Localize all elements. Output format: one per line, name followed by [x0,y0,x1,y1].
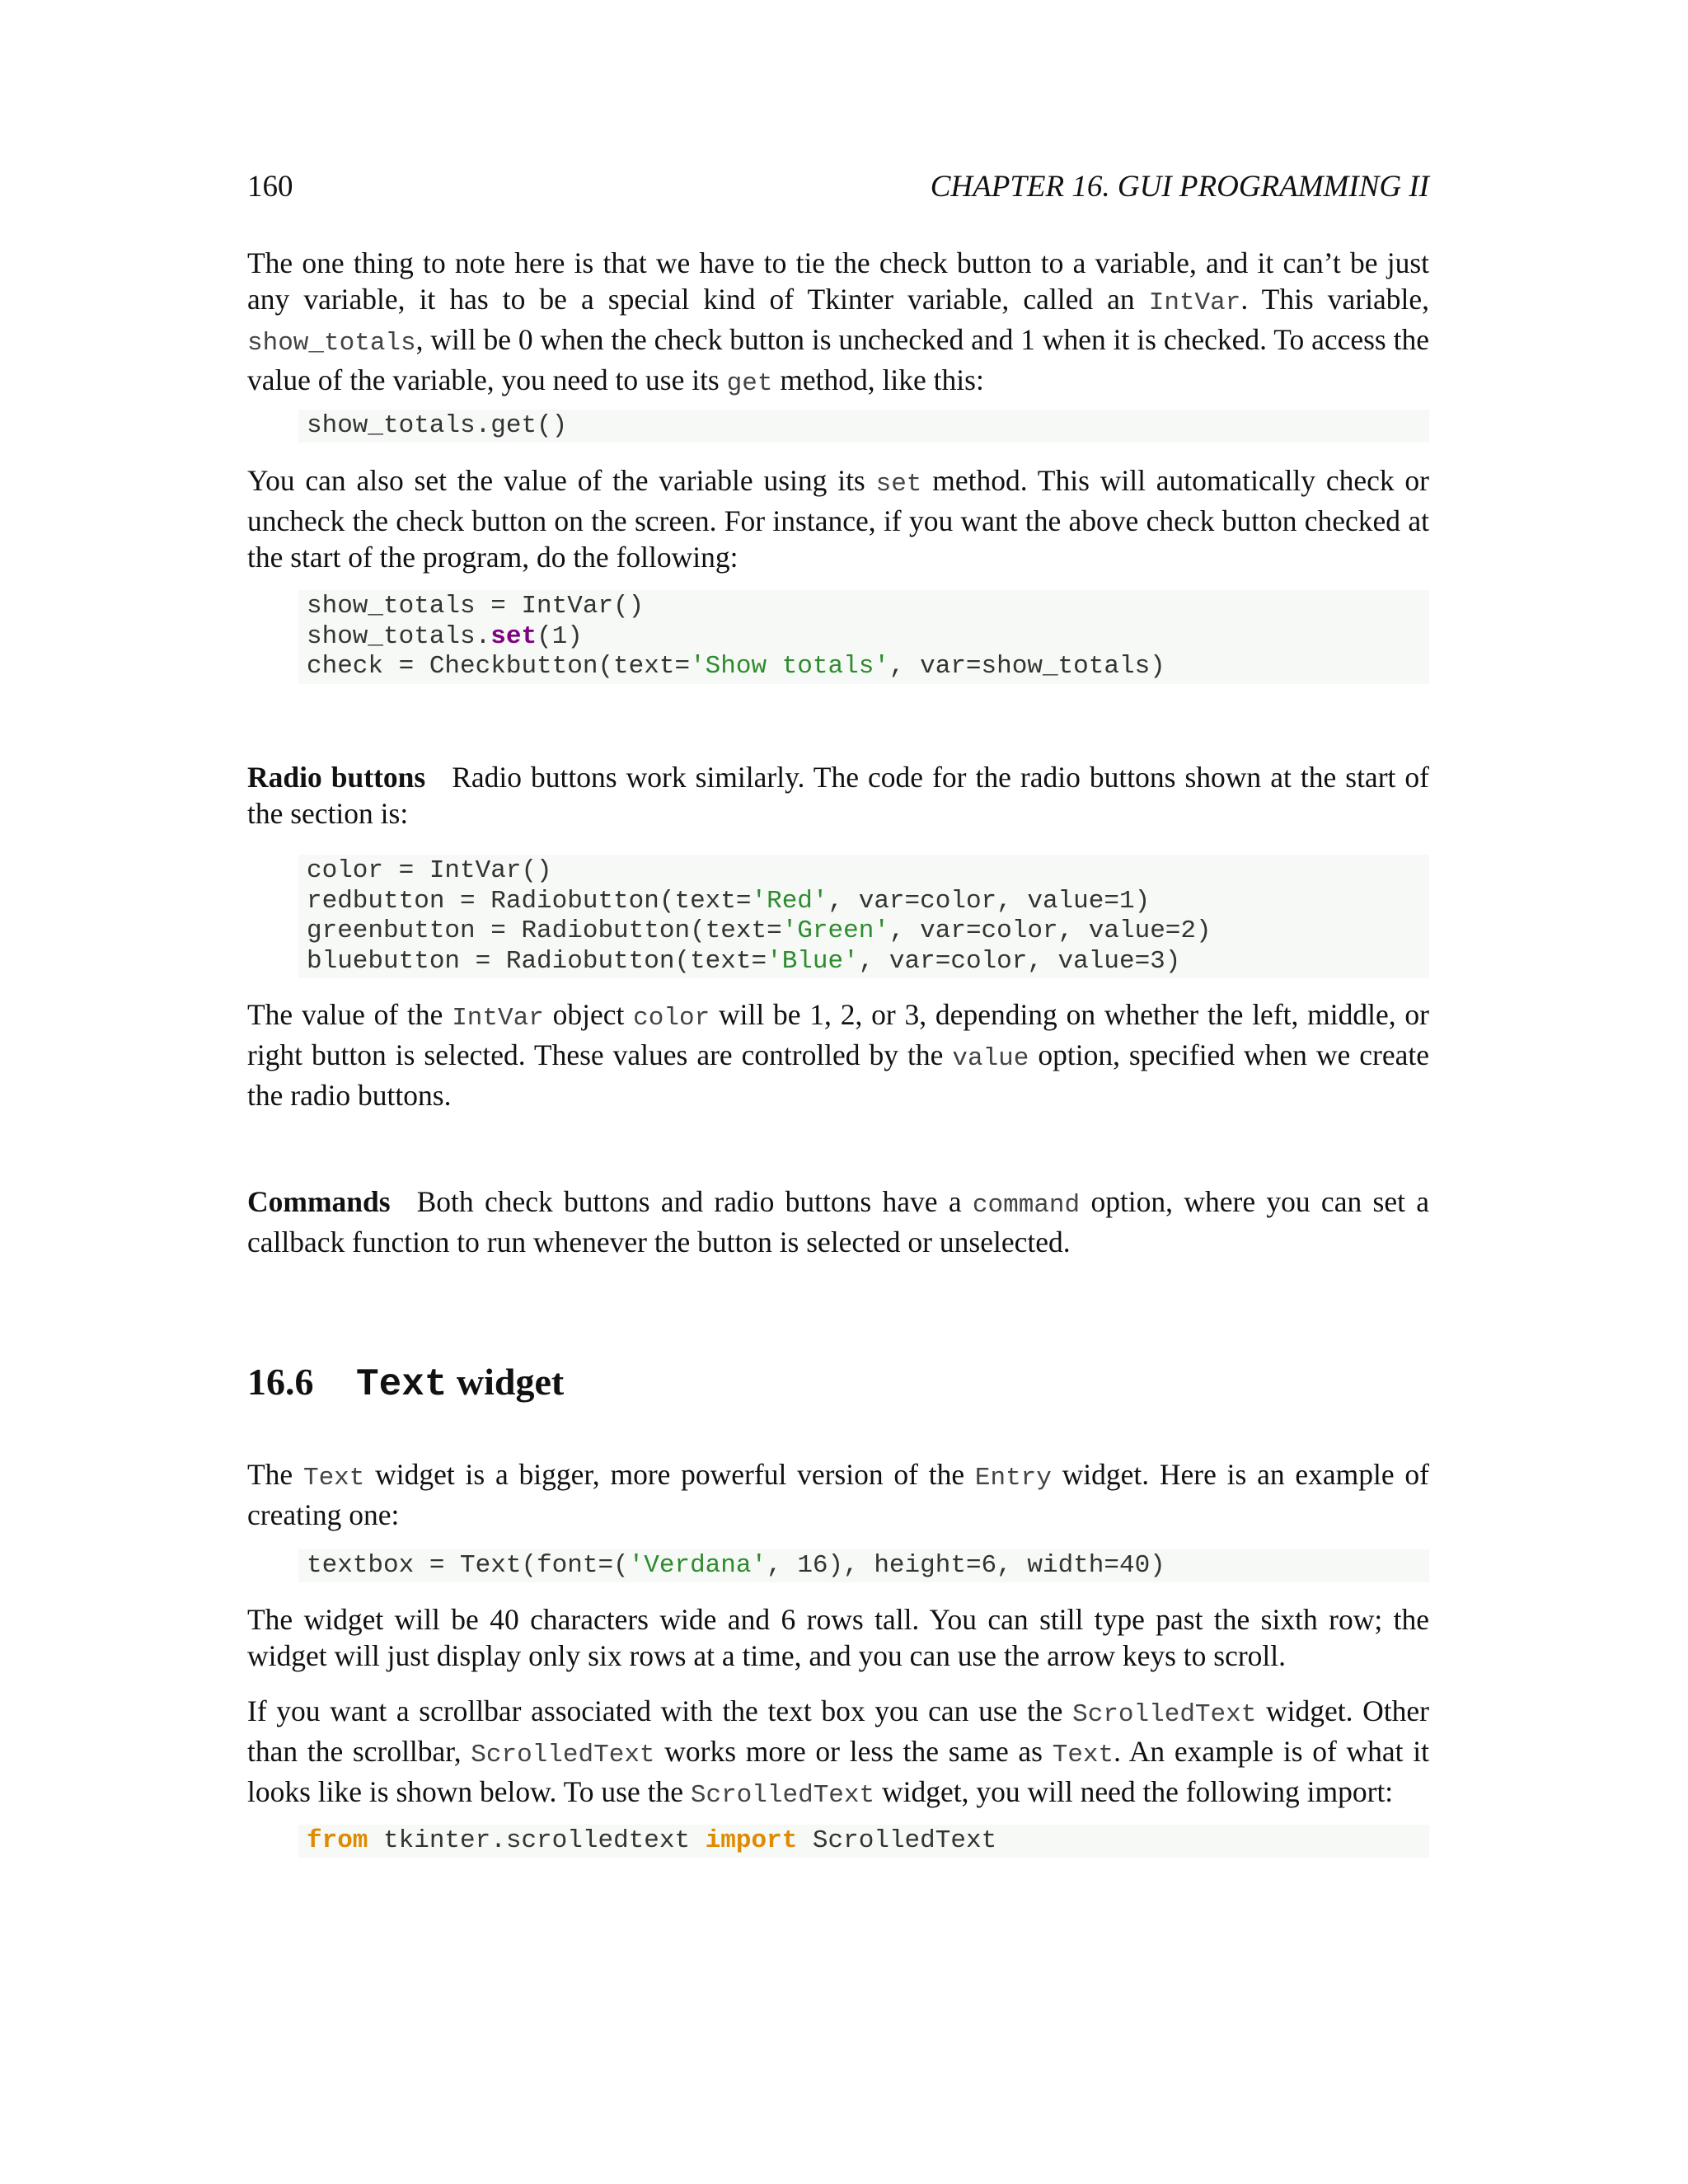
code-string: 'Blue' [767,946,859,976]
inline-code: ScrolledText [471,1741,655,1769]
text-segment: object [543,998,634,1031]
text-segment: Both check buttons and radio buttons have a [416,1185,973,1218]
paragraph-heading: Commands [247,1185,391,1218]
code-token: , var=show_totals) [889,652,1165,681]
inline-code: Entry [974,1464,1052,1493]
code-line [307,652,1421,682]
code-keyword: from [307,1826,368,1855]
text-segment: widget. Here is an example of creating one: [247,1458,1429,1531]
code-keyword: set [490,621,537,651]
text-segment: The [247,1458,303,1491]
text-segment: Radio buttons work similarly. The code for the radio buttons shown at the start of the section is: [247,761,1429,830]
code-token: (1) [537,621,583,651]
text-segment: If you want a scrollbar associated with the text box you can use the [247,1694,1073,1727]
code-line: color = IntVar() [307,856,552,885]
inline-code: set [875,470,922,499]
code-token: greenbutton = Radiobutton(text= [307,916,782,945]
code-line [307,887,1421,917]
code-line [307,916,1421,947]
text-segment: The value of the [247,998,452,1031]
text-segment: The widget will be 40 characters wide and 6 rows tall. You can still type past the sixth row; the widget will just display only six rows at a time, and you can use the arrow keys to scroll. [247,1603,1429,1672]
section-title-text: widget [447,1361,565,1403]
code-line: show_totals.get() [307,411,568,440]
code-block-import [298,1825,1429,1858]
code-token: textbox = Text(font=( [307,1551,629,1580]
code-keyword: import [705,1826,798,1855]
section-title-code: Text [356,1363,448,1406]
inline-code: Text [302,1464,365,1493]
code-line [307,1551,1421,1582]
text-segment: option, where you can set a callback function to run whenever the button is selected or unselected. [247,1185,1429,1258]
text-segment: The one thing to note here is that we have to tie the check button to a variable, and it can’t be just any variable, it has to be a special kind of Tkinter variable, called an [247,246,1429,316]
code-string: 'Show totals' [690,652,889,681]
code-token: , 16), height=6, width=40) [767,1551,1165,1580]
inline-code: show_totals [247,329,416,358]
code-token: ScrolledText [797,1826,997,1855]
inline-code: get [726,369,773,398]
section-number: 16.6 [247,1361,314,1403]
text-segment: works more or less the same as [654,1735,1053,1768]
page-number: 160 [247,170,293,204]
chapter-title: CHAPTER 16. GUI PROGRAMMING II [930,170,1429,204]
code-token: show_totals. [307,621,491,651]
text-segment: . An example is of what it looks like is shown below. To use the [247,1735,1429,1808]
text-segment: , will be 0 when the check button is unchecked and 1 when it is checked. To access the value of the variable, you need to use its [247,323,1429,396]
code-string: 'Green' [781,916,889,945]
inline-code: color [633,1004,710,1033]
text-segment: method. This will automatically check or uncheck the check button on the screen. For instance, if you want the above check button checked at the start of the program, do the following: [247,464,1429,574]
text-segment: widget is a bigger, more powerful version of the [364,1458,975,1491]
code-token: check = Checkbutton(text= [307,652,691,681]
code-line [307,1826,1421,1857]
code-block-checkbutton [298,590,1429,684]
text-segment: will be 1, 2, or 3, depending on whether the left, middle, or right button is selected. These values are controlled by the [247,998,1430,1071]
section-title [356,1360,564,1406]
text-segment: widget, you will need the following import: [874,1775,1394,1808]
code-line: show_totals = IntVar() [307,592,645,621]
code-token: , var=color, value=1) [828,886,1151,916]
text-segment: . This variable, [1240,283,1429,316]
paragraph-set-method [247,462,1429,575]
paragraph-scrolledtext [247,1693,1429,1814]
code-string: 'Verdana' [628,1551,767,1580]
code-token: tkinter.scrolledtext [368,1826,706,1855]
text-segment: option, specified when we create the radio buttons. [247,1038,1429,1112]
code-line [307,622,1421,653]
inline-code: command [972,1191,1081,1220]
code-block-get [298,410,1429,443]
inline-code: ScrolledText [690,1781,875,1810]
code-token: redbutton = Radiobutton(text= [307,886,752,916]
inline-code: value [952,1044,1029,1073]
inline-code: IntVar [452,1004,544,1033]
code-token: , var=color, value=2) [889,916,1212,945]
paragraph-text-widget [247,1456,1429,1533]
paragraph-heading: Radio buttons [247,761,426,794]
paragraph-intvar-value [247,996,1429,1113]
text-segment: You can also set the value of the variable using its [247,464,876,497]
text-segment: widget. Other than the scrollbar, [247,1694,1429,1768]
paragraph-commands [247,1183,1429,1260]
code-token: bluebutton = Radiobutton(text= [307,946,767,976]
paragraph-radio-buttons [247,759,1429,832]
inline-code: IntVar [1148,288,1241,317]
code-line [307,947,1421,977]
paragraph-intvar-intro [247,245,1429,402]
code-string: 'Red' [751,886,828,916]
inline-code: Text [1052,1741,1114,1769]
running-header [247,169,1429,210]
paragraph-widget-size [247,1601,1429,1674]
text-segment: method, like this: [772,363,984,396]
code-block-radiobuttons [298,855,1429,978]
code-token: , var=color, value=3) [858,946,1181,976]
code-block-textbox [298,1549,1429,1582]
inline-code: ScrolledText [1072,1700,1257,1729]
